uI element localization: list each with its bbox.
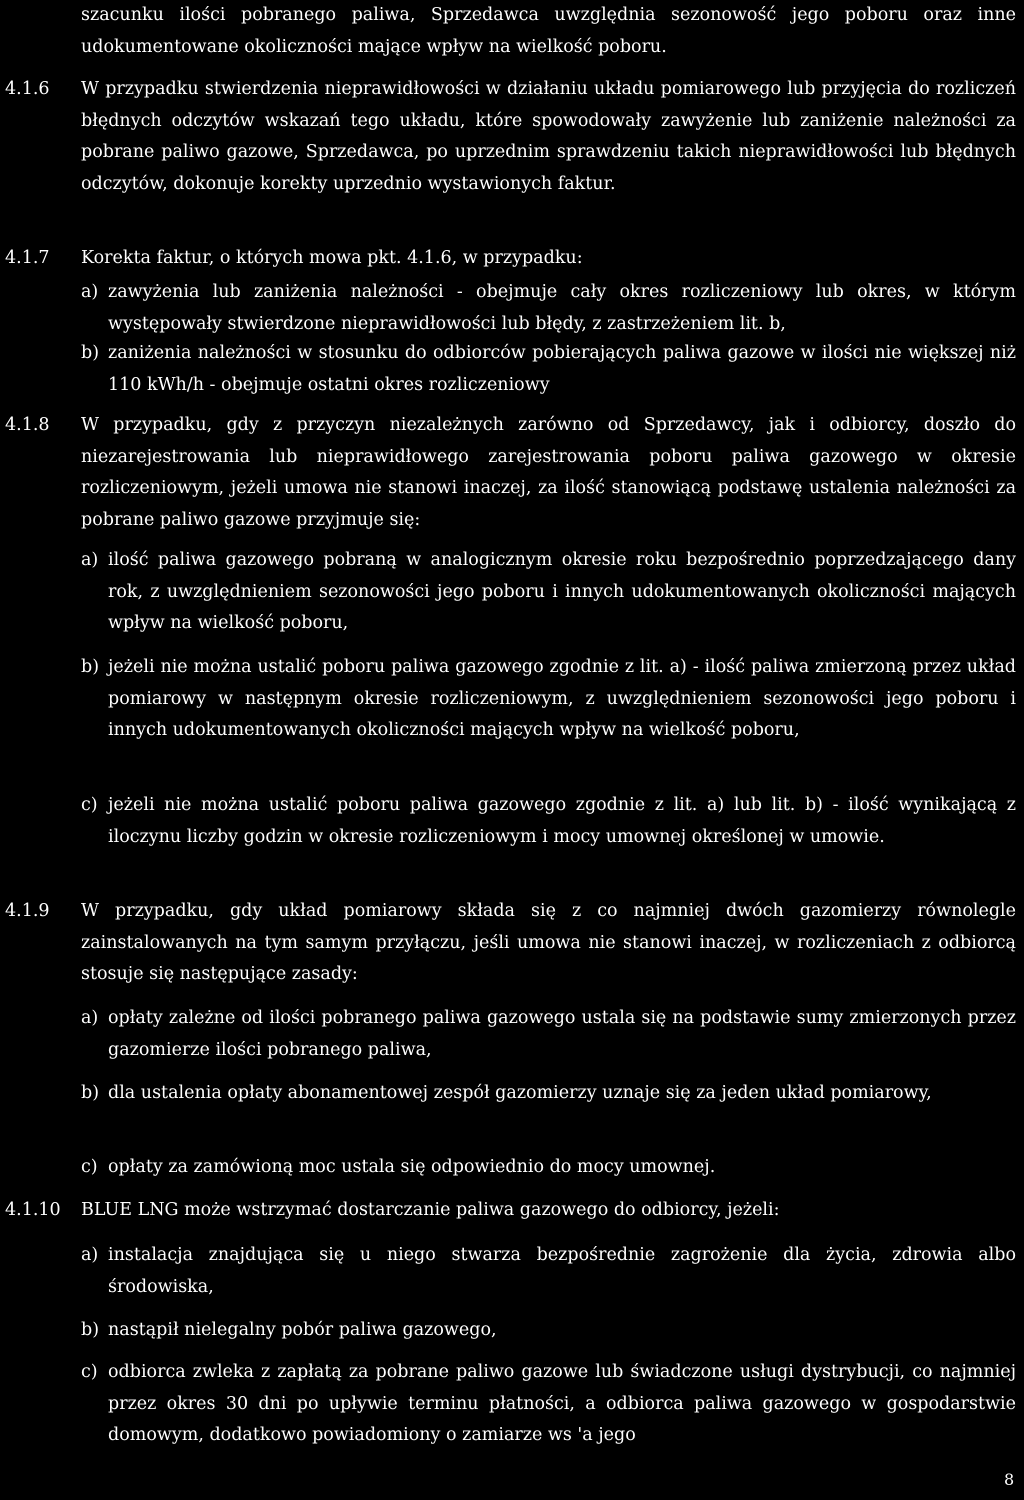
list-letter: a) — [81, 282, 99, 302]
list-item-text: zaniżenia należności w stosunku do odbiorców pobierających paliwa gazowe w ilości nie większej niż 110 kWh/h - obejmuje ostatni okres rozliczeniowy — [108, 343, 1016, 395]
section-text: W przypadku, gdy układ pomiarowy składa się z co najmniej dwóch gazomierzy równolegle zainstalowanych na tym samym przyłączu, jeśli umowa nie stanowi inaczej, w rozliczeniach z odbiorcą stosuje się następujące zasady: — [81, 901, 1016, 984]
list-item-text: opłaty za zamówioną moc ustala się odpowiednio do mocy umownej. — [108, 1157, 716, 1177]
list-item-text: zawyżenia lub zaniżenia należności - obejmuje cały okres rozliczeniowy lub okres, w którym występowały stwierdzone nieprawidłowości lub błędy, z zastrzeżeniem lit. b, — [108, 282, 1016, 334]
list-letter: c) — [81, 1157, 98, 1177]
list-item-text: jeżeli nie można ustalić poboru paliwa gazowego zgodnie z lit. a) - ilość paliwa zmierzoną przez układ pomiarowy w następnym okresie rozliczeniowym, z uwzględnieniem sezonowości jego poboru i innych udokumentowanych okoliczności mających wpływ na wielkość poboru, — [108, 657, 1016, 740]
list-letter: a) — [81, 550, 99, 570]
section-text: BLUE LNG może wstrzymać dostarczanie paliwa gazowego do odbiorcy, jeżeli: — [81, 1200, 780, 1220]
list-item-text: nastąpił nielegalny pobór paliwa gazowego, — [108, 1320, 497, 1340]
list-letter: c) — [81, 1362, 98, 1382]
list-item-text: ilość paliwa gazowego pobraną w analogicznym okresie roku bezpośrednio poprzedzającego dany rok, z uwzględnieniem sezonowości jego poboru i innych udokumentowanych okoliczności mających wpływ na wielkość poboru, — [108, 550, 1016, 633]
section-text: W przypadku stwierdzenia nieprawidłowości w działaniu układu pomiarowego lub przyjęcia do rozliczeń błędnych odczytów wskazań tego układu, które spowodowały zawyżenie lub zaniżenie należności za pobrane paliwo gazowe, Sprzedawca, po uprzednim sprawdzeniu takich nieprawidłowości lub błędnych odczytów, dokonuje korekty uprzednio wystawionych faktur. — [81, 79, 1016, 194]
list-item-text: jeżeli nie można ustalić poboru paliwa gazowego zgodnie z lit. a) lub lit. b) - ilość wynikającą z iloczynu liczby godzin w okresie rozliczeniowym i mocy umownej określonej w umowie. — [108, 795, 1016, 847]
list-letter: a) — [81, 1008, 99, 1028]
list-letter: c) — [81, 795, 98, 815]
section-text: W przypadku, gdy z przyczyn niezależnych zarówno od Sprzedawcy, jak i odbiorcy, doszło do niezarejestrowania lub nieprawidłowego zarejestrowania poboru paliwa gazowego w okresie rozliczeniowym, jeżeli umowa nie stanowi inaczej, za ilość stanowiącą podstawę ustalenia należności za pobrane paliwo gazowe przyjmuje się: — [81, 415, 1016, 530]
list-item-text: odbiorca zwleka z zapłatą za pobrane paliwo gazowe lub świadczone usługi dystrybucji, co najmniej przez okres 30 dni po upływie terminu płatności, a odbiorca paliwa gazowego w gospodarstwie domowym, dodatkowo powiadomiony o zamiarze ws 'a jego — [108, 1362, 1016, 1445]
list-letter: b) — [81, 657, 100, 677]
section-text: Korekta faktur, o których mowa pkt. 4.1.6, w przypadku: — [81, 248, 583, 268]
list-item-text: dla ustalenia opłaty abonamentowej zespół gazomierzy uznaje się za jeden układ pomiarowy, — [108, 1083, 932, 1103]
page-number: 8 — [1004, 1470, 1015, 1489]
section-number: 4.1.8 — [5, 415, 50, 435]
lead-paragraph: szacunku ilości pobranego paliwa, Sprzedawca uwzględnia sezonowość jego poboru oraz inne udokumentowane okoliczności mające wpływ na wielkość poboru. — [81, 5, 1016, 57]
section-number: 4.1.10 — [5, 1200, 61, 1220]
list-item-text: instalacja znajdująca się u niego stwarza bezpośrednie zagrożenie dla życia, zdrowia albo środowiska, — [108, 1245, 1016, 1297]
section-number: 4.1.6 — [5, 79, 50, 99]
list-letter: b) — [81, 1320, 100, 1340]
list-letter: b) — [81, 343, 100, 363]
list-letter: a) — [81, 1245, 99, 1265]
section-number: 4.1.7 — [5, 248, 50, 268]
section-number: 4.1.9 — [5, 901, 50, 921]
list-letter: b) — [81, 1083, 100, 1103]
list-item-text: opłaty zależne od ilości pobranego paliwa gazowego ustala się na podstawie sumy zmierzonych przez gazomierze ilości pobranego paliwa, — [108, 1008, 1016, 1060]
